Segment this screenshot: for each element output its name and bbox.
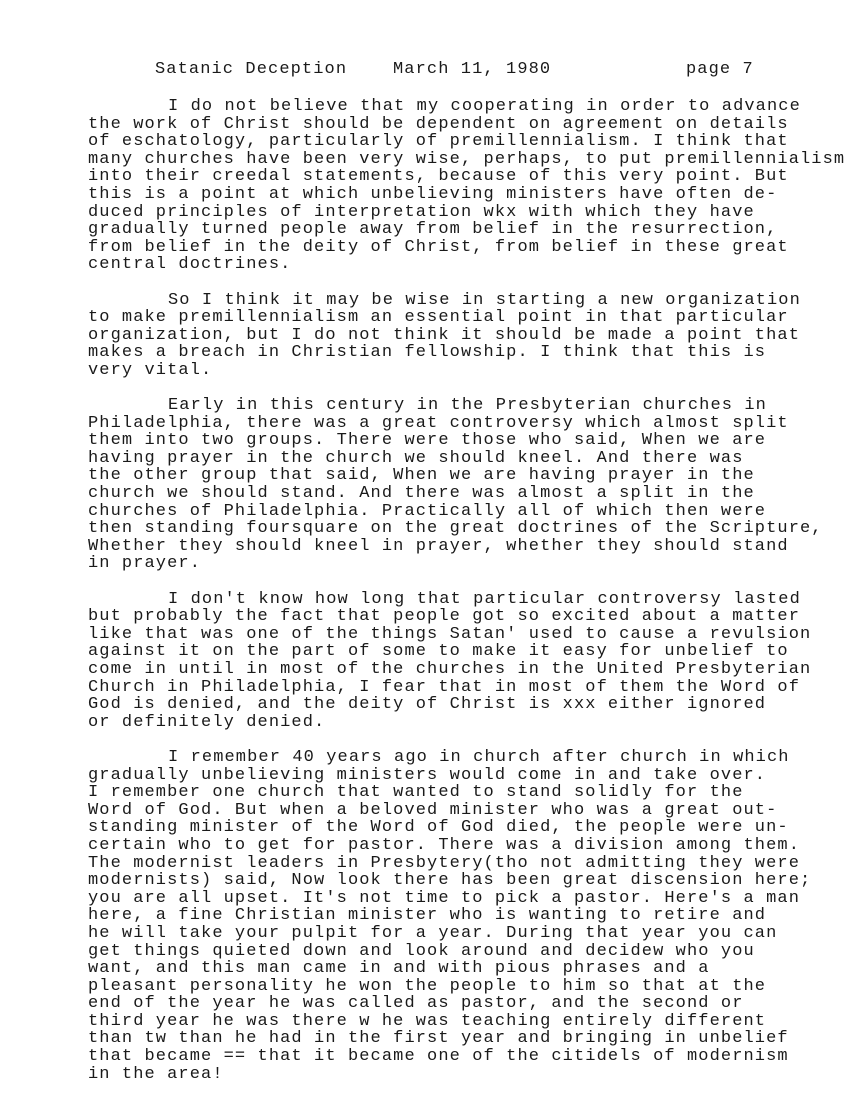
- text-line: want, and this man came in and with pious phrases and a: [88, 959, 710, 979]
- text-line: I remember one church that wanted to stand solidly for the: [88, 783, 744, 803]
- text-line: certain who to get for pastor. There was a division among them.: [88, 835, 801, 855]
- text-line: gradually turned people away from belief in the resurrection,: [88, 220, 778, 240]
- text-line: Philadelphia, there was a great controversy which almost split: [88, 413, 789, 433]
- text-line: gradually unbelieving ministers would come in and take over.: [88, 765, 767, 785]
- paragraph: [88, 292, 848, 380]
- text-line: The modernist leaders in Presbytery(tho not admitting they were: [88, 853, 801, 873]
- text-line: but probably the fact that people got so excited about a matter: [88, 607, 801, 627]
- text-line: organization, but I do not think it should be made a point that: [88, 325, 801, 345]
- text-line: churches of Philadelphia. Practically all of which then were: [88, 501, 767, 521]
- text-line: or definitely denied.: [88, 712, 326, 732]
- text-line: against it on the part of some to make it easy for unbelief to: [88, 642, 789, 662]
- paragraph: [88, 749, 848, 1083]
- text-line: I do not believe that my cooperating in order to advance: [168, 97, 801, 116]
- text-line: he will take your pulpit for a year. During that year you can: [88, 923, 778, 943]
- text-line: makes a breach in Christian fellowship. I think that this is: [88, 343, 767, 363]
- text-line: this is a point at which unbelieving ministers have often de-: [88, 184, 778, 204]
- text-line: end of the year he was called as pastor, and the second or: [88, 994, 744, 1014]
- text-line: you are all upset. It's not time to pick a pastor. Here's a man: [88, 888, 801, 908]
- paragraph: [88, 98, 848, 274]
- text-line: duced principles of interpretation wkx with which they have: [88, 202, 755, 222]
- text-line: I don't know how long that particular controversy lasted: [168, 589, 801, 609]
- text-line: into their creedal statements, because of this very point. But: [88, 167, 789, 187]
- text-line: having prayer in the church we should kneel. And there was: [88, 448, 744, 468]
- page-header: [0, 60, 854, 80]
- text-line: I remember 40 years ago in church after church in which: [168, 747, 790, 767]
- text-line: very vital.: [88, 360, 213, 380]
- document-date: March 11, 1980: [393, 60, 552, 79]
- text-line: then standing foursquare on the great doctrines of the Scripture,: [88, 519, 823, 539]
- text-line: Whether they should kneel in prayer, whether they should stand: [88, 536, 789, 556]
- text-line: in prayer.: [88, 554, 202, 574]
- text-line: Word of God. But when a beloved minister who was a great out-: [88, 800, 778, 820]
- text-line: church we should stand. And there was almost a split in the: [88, 484, 755, 504]
- text-line: in the area!: [88, 1064, 224, 1084]
- text-line: like that was one of the things Satan' used to cause a revulsion: [88, 624, 812, 644]
- text-line: the other group that said, When we are having prayer in the: [88, 466, 755, 486]
- text-line: here, a fine Christian minister who is wanting to retire and: [88, 906, 767, 926]
- text-line: central doctrines.: [88, 255, 292, 275]
- text-line: So I think it may be wise in starting a new organization: [168, 290, 801, 310]
- text-line: third year he was there w he was teaching entirely different: [88, 1011, 767, 1031]
- text-line: come in until in most of the churches in the United Presbyterian: [88, 660, 812, 679]
- text-line: pleasant personality he won the people to him so that at the: [88, 976, 767, 996]
- document-title: Satanic Deception: [155, 60, 348, 79]
- document-body: [88, 98, 848, 1101]
- text-line: them into two groups. There were those who said, When we are: [88, 431, 767, 451]
- text-line: to make premillennialism an essential point in that particular: [88, 308, 789, 328]
- text-line: than tw than he had in the first year and bringing in unbelief: [88, 1029, 789, 1049]
- text-line: the work of Christ should be dependent on agreement on details: [88, 114, 789, 134]
- page-number: page 7: [686, 60, 754, 79]
- text-line: get things quieted down and look around and decidew who you: [88, 941, 755, 961]
- paragraph: [88, 591, 848, 732]
- paragraph: [88, 397, 848, 573]
- text-line: modernists) said, Now look there has been great discension here;: [88, 871, 812, 891]
- text-line: Church in Philadelphia, I fear that in most of them the Word of: [88, 677, 801, 697]
- text-line: from belief in the deity of Christ, from belief in these great: [88, 237, 789, 257]
- text-line: Early in this century in the Presbyterian churches in: [168, 396, 767, 416]
- text-line: of eschatology, particularly of premillennialism. I think that: [88, 132, 789, 152]
- text-line: many churches have been very wise, perhaps, to put premillennialism: [88, 149, 846, 169]
- text-line: standing minister of the Word of God died, the people were un-: [88, 818, 789, 838]
- text-line: that became == that it became one of the citidels of modernism: [88, 1047, 789, 1067]
- text-line: God is denied, and the deity of Christ is xxx either ignored: [88, 695, 767, 715]
